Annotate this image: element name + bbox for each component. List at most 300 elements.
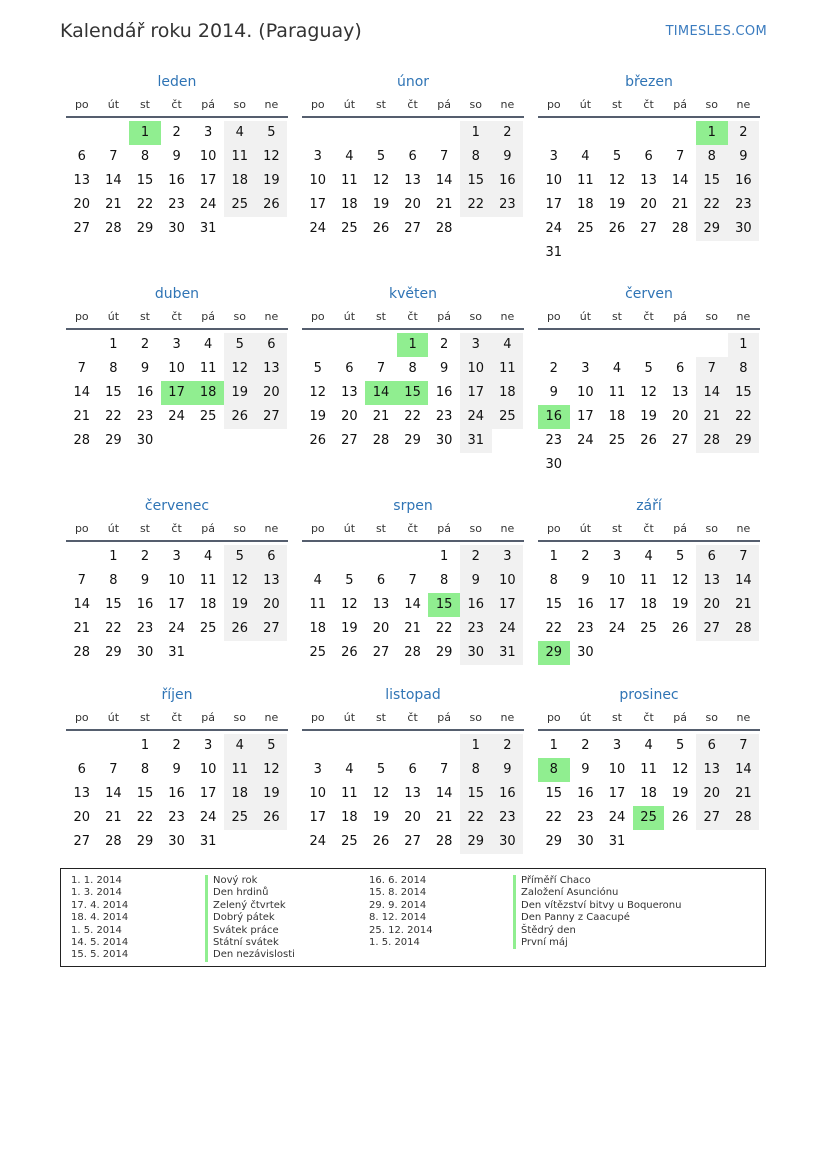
day-cell: 5	[676, 549, 685, 564]
day-cell: 3	[172, 337, 181, 352]
day-cell: 16	[136, 597, 154, 612]
legend-entry: 25. 12. 2014	[369, 924, 433, 936]
day-cell: 16	[728, 169, 760, 193]
weekday-label: po	[74, 711, 89, 724]
month-calendar	[538, 72, 760, 265]
day-cell: 22	[545, 810, 563, 825]
day-cell: 5	[256, 121, 288, 145]
day-cell: 11	[199, 573, 217, 588]
day-cell: 5	[313, 361, 322, 376]
day-cell: 14	[73, 385, 91, 400]
weekday-label: pá	[437, 711, 452, 724]
day-cell: 10	[199, 762, 217, 777]
legend-entry: Den vítězství bitvy u Boqueronu	[513, 900, 681, 912]
day-cell: 30	[577, 645, 594, 660]
day-cell: 2	[172, 738, 181, 753]
legend-entry: Den nezávislosti	[205, 949, 295, 961]
day-cell: 31	[545, 245, 563, 260]
day-cell: 6	[256, 333, 288, 357]
holiday-day-cell: 16	[538, 405, 570, 429]
day-cell: 4	[204, 337, 213, 352]
weekday-label: so	[705, 98, 718, 111]
day-cell: 6	[77, 762, 86, 777]
weekday-label: ne	[264, 711, 279, 724]
day-cell: 11	[341, 786, 358, 801]
day-cell: 5	[224, 333, 256, 357]
empty-cell	[601, 333, 633, 357]
day-cell: 1	[728, 333, 760, 357]
day-cell: 4	[644, 738, 653, 753]
month-calendar	[66, 284, 288, 453]
holiday-day-cell: 1	[129, 121, 161, 145]
day-cell: 21	[372, 409, 390, 424]
empty-cell	[334, 121, 366, 145]
weekday-label: út	[579, 522, 592, 535]
day-cell: 3	[313, 762, 322, 777]
legend-entry: 1. 3. 2014	[71, 887, 122, 899]
weekday-label: so	[233, 711, 246, 724]
weekday-label: pá	[201, 522, 216, 535]
day-cell: 18	[341, 810, 358, 825]
day-cell: 12	[671, 573, 689, 588]
day-cell: 10	[492, 569, 524, 593]
empty-cell	[397, 545, 429, 569]
empty-cell	[538, 333, 570, 357]
day-cell: 4	[204, 549, 213, 564]
day-cell: 22	[136, 197, 154, 212]
day-cell: 27	[341, 433, 358, 448]
weekday-label: čt	[407, 98, 418, 111]
holiday-day-cell: 29	[538, 641, 570, 665]
weekday-label: út	[107, 522, 120, 535]
day-cell: 25	[224, 806, 256, 830]
day-cell: 10	[309, 173, 327, 188]
day-cell: 10	[608, 573, 626, 588]
day-cell: 10	[545, 173, 563, 188]
day-cell: 4	[644, 549, 653, 564]
empty-cell	[633, 121, 665, 145]
day-grid	[538, 545, 760, 665]
legend-entry: 1. 5. 2014	[369, 937, 420, 949]
day-cell: 25	[608, 433, 626, 448]
day-cell: 13	[341, 385, 358, 400]
weekday-label: po	[546, 98, 561, 111]
weekday-label: so	[705, 522, 718, 535]
day-cell: 23	[577, 810, 594, 825]
day-cell: 6	[676, 361, 685, 376]
day-cell: 29	[545, 834, 563, 849]
weekday-label: pá	[437, 310, 452, 323]
day-cell: 27	[696, 806, 728, 830]
day-cell: 30	[728, 217, 760, 241]
day-cell: 21	[73, 409, 91, 424]
weekday-label: po	[310, 711, 325, 724]
day-cell: 25	[199, 621, 217, 636]
day-cell: 28	[671, 221, 689, 236]
legend-entry: Založení Asunciónu	[513, 887, 681, 899]
day-cell: 7	[77, 573, 86, 588]
empty-cell	[66, 333, 98, 357]
day-cell: 13	[671, 385, 689, 400]
day-cell: 31	[168, 645, 185, 660]
day-cell: 19	[671, 597, 689, 612]
empty-cell	[633, 333, 665, 357]
weekday-label: út	[107, 310, 120, 323]
empty-cell	[302, 734, 334, 758]
weekday-label: st	[611, 98, 622, 111]
weekday-label: po	[546, 711, 561, 724]
day-cell: 15	[136, 173, 154, 188]
day-cell: 28	[728, 806, 760, 830]
day-cell: 9	[140, 573, 150, 588]
day-cell: 21	[105, 197, 122, 212]
day-cell: 1	[460, 734, 492, 758]
day-cell: 14	[728, 758, 760, 782]
day-cell: 26	[372, 834, 390, 849]
weekday-label: čt	[171, 711, 182, 724]
month-name: duben	[154, 286, 200, 302]
day-cell: 2	[140, 549, 150, 564]
weekday-label: so	[469, 711, 482, 724]
weekday-label: čt	[171, 310, 182, 323]
day-cell: 14	[435, 786, 453, 801]
day-cell: 7	[676, 149, 685, 164]
weekday-label: čt	[407, 522, 418, 535]
day-cell: 22	[105, 621, 122, 636]
day-cell: 6	[408, 762, 417, 777]
day-cell: 5	[644, 361, 653, 376]
day-cell: 14	[105, 786, 122, 801]
day-cell: 24	[199, 810, 217, 825]
day-cell: 6	[256, 545, 288, 569]
legend-entry: Státní svátek	[205, 937, 295, 949]
day-cell: 1	[549, 549, 558, 564]
day-cell: 9	[581, 762, 590, 777]
day-cell: 28	[435, 221, 453, 236]
day-cell: 13	[73, 786, 91, 801]
month-calendar	[66, 496, 288, 665]
day-cell: 13	[404, 173, 421, 188]
day-cell: 26	[671, 810, 689, 825]
brand-logo[interactable]: TIMESLES.COM	[665, 24, 767, 39]
day-cell: 25	[341, 834, 358, 849]
day-cell: 23	[577, 621, 594, 636]
day-cell: 21	[696, 405, 728, 429]
day-cell: 22	[460, 806, 492, 830]
day-cell: 14	[73, 597, 91, 612]
weekday-label: út	[579, 711, 592, 724]
day-cell: 20	[404, 197, 421, 212]
weekday-label: ne	[736, 522, 751, 535]
day-cell: 14	[696, 381, 728, 405]
holiday-day-cell: 25	[633, 806, 665, 830]
weekday-label: st	[375, 310, 386, 323]
legend-entry: Dobrý pátek	[205, 912, 295, 924]
day-cell: 30	[136, 433, 154, 448]
day-cell: 5	[612, 149, 622, 164]
weekday-header	[538, 707, 760, 731]
day-cell: 3	[492, 545, 524, 569]
day-cell: 2	[492, 734, 524, 758]
day-cell: 8	[460, 145, 492, 169]
day-grid	[302, 333, 524, 453]
day-cell: 6	[696, 545, 728, 569]
month-name: prosinec	[619, 687, 679, 703]
weekday-label: čt	[643, 711, 654, 724]
month-calendar	[538, 284, 760, 477]
day-cell: 20	[372, 621, 390, 636]
day-cell: 24	[608, 810, 626, 825]
day-cell: 19	[224, 593, 256, 617]
day-cell: 20	[256, 381, 288, 405]
weekday-label: so	[233, 522, 246, 535]
day-cell: 17	[168, 597, 185, 612]
weekday-header	[302, 707, 524, 731]
day-cell: 31	[199, 834, 217, 849]
day-cell: 13	[404, 786, 421, 801]
day-cell: 19	[256, 782, 288, 806]
empty-cell	[334, 734, 366, 758]
day-cell: 21	[671, 197, 689, 212]
day-cell: 2	[492, 121, 524, 145]
day-cell: 23	[492, 806, 524, 830]
day-cell: 2	[581, 549, 590, 564]
day-cell: 24	[460, 405, 492, 429]
empty-cell	[302, 333, 334, 357]
day-cell: 1	[109, 549, 118, 564]
day-cell: 25	[640, 621, 657, 636]
legend-entry: 1. 5. 2014	[71, 924, 122, 936]
empty-cell	[397, 121, 429, 145]
day-cell: 25	[199, 409, 217, 424]
day-cell: 5	[376, 762, 386, 777]
legend-dates-2	[369, 875, 433, 949]
day-cell: 24	[199, 197, 217, 212]
day-cell: 12	[372, 786, 390, 801]
weekday-label: pá	[673, 711, 688, 724]
day-cell: 2	[728, 121, 760, 145]
day-cell: 9	[172, 149, 181, 164]
day-cell: 12	[608, 173, 626, 188]
weekday-label: pá	[437, 98, 452, 111]
day-cell: 15	[136, 786, 154, 801]
day-cell: 10	[309, 786, 327, 801]
day-cell: 10	[460, 357, 492, 381]
day-cell: 17	[608, 786, 626, 801]
day-cell: 19	[224, 381, 256, 405]
day-cell: 10	[608, 762, 626, 777]
day-grid	[66, 545, 288, 665]
day-cell: 3	[612, 549, 622, 564]
legend-entry: Svátek práce	[205, 925, 295, 937]
day-cell: 3	[172, 549, 181, 564]
day-cell: 10	[199, 149, 217, 164]
month-name: srpen	[393, 498, 433, 514]
day-cell: 17	[199, 786, 217, 801]
day-cell: 8	[109, 573, 118, 588]
day-cell: 25	[492, 405, 524, 429]
day-cell: 27	[404, 834, 421, 849]
month-name: březen	[625, 74, 673, 90]
day-cell: 13	[696, 758, 728, 782]
day-cell: 23	[460, 617, 492, 641]
month-calendar	[302, 72, 524, 241]
legend-entry: Den hrdinů	[205, 887, 295, 899]
legend-names-1	[205, 875, 295, 962]
day-cell: 16	[492, 169, 524, 193]
day-cell: 3	[204, 125, 213, 140]
day-cell: 26	[608, 221, 626, 236]
weekday-label: st	[375, 711, 386, 724]
legend-entry: Příměří Chaco	[513, 875, 681, 887]
day-cell: 29	[404, 433, 421, 448]
weekday-label: ne	[736, 98, 751, 111]
day-grid	[66, 734, 288, 854]
day-cell: 28	[435, 834, 453, 849]
day-cell: 14	[404, 597, 421, 612]
empty-cell	[66, 121, 98, 145]
weekday-header	[302, 306, 524, 330]
day-cell: 23	[136, 409, 154, 424]
weekday-label: ne	[500, 522, 515, 535]
day-cell: 19	[256, 169, 288, 193]
day-cell: 16	[136, 385, 154, 400]
legend-entry: 18. 4. 2014	[71, 912, 129, 924]
day-cell: 23	[545, 433, 563, 448]
weekday-label: čt	[643, 522, 654, 535]
day-grid	[538, 333, 760, 477]
day-cell: 8	[460, 758, 492, 782]
day-cell: 7	[440, 762, 449, 777]
legend-dates-1	[71, 875, 128, 962]
day-cell: 27	[696, 617, 728, 641]
day-cell: 31	[492, 641, 524, 665]
day-cell: 19	[640, 409, 657, 424]
day-cell: 7	[376, 361, 386, 376]
day-cell: 26	[256, 806, 288, 830]
empty-cell	[98, 734, 130, 758]
empty-cell	[334, 545, 366, 569]
day-cell: 15	[460, 169, 492, 193]
weekday-label: so	[233, 310, 246, 323]
day-cell: 12	[372, 173, 390, 188]
day-cell: 26	[224, 405, 256, 429]
day-cell: 3	[313, 149, 322, 164]
day-cell: 22	[435, 621, 453, 636]
day-cell: 12	[256, 145, 288, 169]
day-cell: 18	[577, 197, 594, 212]
weekday-label: pá	[673, 310, 688, 323]
month-name: listopad	[385, 687, 441, 703]
day-cell: 7	[696, 357, 728, 381]
weekday-label: út	[107, 98, 120, 111]
day-cell: 1	[460, 121, 492, 145]
day-cell: 11	[608, 385, 626, 400]
day-cell: 4	[224, 121, 256, 145]
day-cell: 21	[728, 593, 760, 617]
day-cell: 6	[345, 361, 354, 376]
day-cell: 13	[640, 173, 657, 188]
day-cell: 20	[404, 810, 421, 825]
day-cell: 25	[309, 645, 327, 660]
month-name: leden	[157, 74, 197, 90]
weekday-label: út	[579, 310, 592, 323]
day-cell: 29	[460, 830, 492, 854]
day-cell: 11	[640, 573, 657, 588]
day-cell: 3	[581, 361, 590, 376]
weekday-label: so	[469, 310, 482, 323]
day-cell: 18	[224, 782, 256, 806]
day-cell: 21	[73, 621, 91, 636]
day-cell: 31	[460, 429, 492, 453]
day-cell: 14	[671, 173, 689, 188]
day-cell: 17	[309, 197, 327, 212]
weekday-label: so	[469, 98, 482, 111]
legend-entry: 14. 5. 2014	[71, 937, 129, 949]
weekday-label: pá	[201, 98, 216, 111]
day-cell: 20	[640, 197, 657, 212]
weekday-label: st	[375, 522, 386, 535]
legend-entry: Štědrý den	[513, 925, 681, 937]
day-cell: 24	[309, 221, 327, 236]
weekday-label: ne	[736, 310, 751, 323]
legend-entry: Nový rok	[205, 875, 295, 887]
day-cell: 2	[440, 337, 449, 352]
empty-cell	[428, 121, 460, 145]
day-cell: 25	[577, 221, 594, 236]
day-cell: 2	[140, 337, 150, 352]
day-cell: 15	[696, 169, 728, 193]
day-cell: 20	[696, 593, 728, 617]
day-cell: 10	[577, 385, 594, 400]
day-cell: 24	[168, 409, 185, 424]
weekday-label: ne	[264, 98, 279, 111]
day-cell: 16	[577, 786, 594, 801]
day-cell: 10	[168, 361, 185, 376]
day-cell: 15	[460, 782, 492, 806]
weekday-label: st	[611, 522, 622, 535]
day-cell: 29	[136, 834, 154, 849]
day-cell: 6	[696, 734, 728, 758]
day-cell: 12	[671, 762, 689, 777]
day-cell: 14	[728, 569, 760, 593]
day-cell: 12	[341, 597, 358, 612]
day-cell: 3	[204, 738, 213, 753]
month-calendar	[302, 284, 524, 453]
day-cell: 21	[404, 621, 421, 636]
day-cell: 19	[372, 810, 390, 825]
weekday-label: út	[343, 711, 356, 724]
day-cell: 28	[73, 645, 91, 660]
day-cell: 2	[460, 545, 492, 569]
day-cell: 15	[105, 385, 122, 400]
day-cell: 28	[73, 433, 91, 448]
day-grid	[302, 545, 524, 665]
day-cell: 24	[168, 621, 185, 636]
day-cell: 30	[492, 830, 524, 854]
month-calendar	[66, 72, 288, 241]
day-cell: 9	[581, 573, 590, 588]
day-cell: 9	[440, 361, 449, 376]
day-cell: 22	[545, 621, 563, 636]
day-cell: 11	[640, 762, 657, 777]
day-cell: 8	[140, 762, 150, 777]
weekday-header	[538, 518, 760, 542]
day-cell: 11	[341, 173, 358, 188]
day-cell: 24	[492, 617, 524, 641]
weekday-label: pá	[673, 522, 688, 535]
empty-cell	[664, 333, 696, 357]
